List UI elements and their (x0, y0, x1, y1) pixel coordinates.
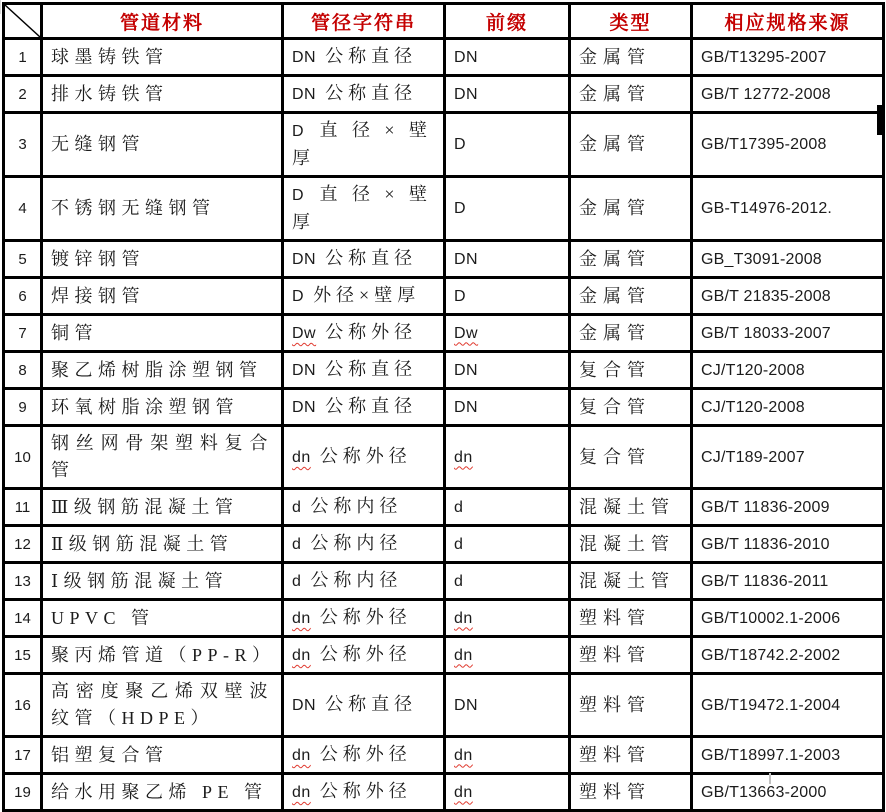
material-cell: UPVC 管 (42, 600, 283, 637)
diameter-string-cell (283, 674, 445, 737)
diameter-desc-text: 公称外径 (319, 744, 412, 764)
header-prefix: 前缀 (445, 4, 570, 39)
diameter-desc-text: 公称外径 (325, 322, 418, 342)
header-row (4, 4, 884, 39)
diameter-prefix-text: dn (292, 610, 311, 627)
diameter-desc-text: 公称内径 (310, 533, 403, 553)
row-number-cell: 12 (4, 526, 42, 563)
diameter-string-cell (283, 278, 445, 315)
prefix-text: d (454, 535, 464, 553)
diameter-desc-text: 公称直径 (325, 46, 418, 66)
diameter-prefix-text: D (292, 187, 305, 204)
diameter-string-cell (283, 563, 445, 600)
diameter-string-cell (283, 426, 445, 489)
material-cell: 钢丝网骨架塑料复合管 (42, 426, 283, 489)
material-cell: 铜管 (42, 315, 283, 352)
row-number-cell: 14 (4, 600, 42, 637)
row-number-cell: 7 (4, 315, 42, 352)
type-cell: 混凝土管 (570, 489, 692, 526)
source-cell: CJ/T120-2008 (692, 389, 884, 426)
type-cell: 塑料管 (570, 774, 692, 811)
diameter-desc-text: 直径×壁厚 (292, 184, 435, 232)
type-cell: 塑料管 (570, 674, 692, 737)
source-cell: GB/T17395-2008 (692, 113, 884, 177)
type-cell: 金属管 (570, 278, 692, 315)
row-number-cell: 8 (4, 352, 42, 389)
page-edge-artifact (0, 0, 1, 14)
prefix-text: D (454, 136, 467, 153)
diameter-string-cell (283, 315, 445, 352)
row-number-cell: 2 (4, 76, 42, 113)
prefix-cell (445, 278, 570, 315)
diameter-desc-text: 公称外径 (319, 644, 412, 664)
diameter-string-cell (283, 177, 445, 241)
material-cell: Ⅲ级钢筋混凝土管 (42, 489, 283, 526)
diameter-desc-text: 公称直径 (325, 359, 418, 379)
prefix-text: DN (454, 696, 479, 714)
type-cell: 复合管 (570, 426, 692, 489)
diameter-desc-text: 公称内径 (310, 570, 403, 590)
row-number-cell: 17 (4, 737, 42, 774)
prefix-text: dn (454, 448, 473, 466)
diameter-prefix-text: D (292, 123, 305, 140)
prefix-text: dn (454, 783, 473, 801)
diameter-prefix-text: dn (292, 449, 311, 466)
diameter-prefix-text: DN (292, 697, 317, 714)
material-cell: Ⅱ级钢筋混凝土管 (42, 526, 283, 563)
diameter-prefix-text: DN (292, 362, 317, 379)
diameter-desc-text: 外径×壁厚 (313, 285, 421, 305)
diameter-desc-text: 公称直径 (325, 694, 418, 714)
prefix-text: DN (454, 250, 479, 268)
source-cell: GB/T 21835-2008 (692, 278, 884, 315)
header-corner-cell (4, 4, 42, 39)
prefix-text: d (454, 498, 464, 516)
source-cell: GB/T10002.1-2006 (692, 600, 884, 637)
material-cell: 聚乙烯树脂涂塑钢管 (42, 352, 283, 389)
row-number-cell: 3 (4, 113, 42, 177)
table-row (4, 489, 884, 526)
diameter-string-cell (283, 489, 445, 526)
prefix-cell (445, 600, 570, 637)
prefix-cell (445, 526, 570, 563)
prefix-cell (445, 489, 570, 526)
prefix-cell (445, 737, 570, 774)
row-number-cell: 19 (4, 774, 42, 811)
diameter-prefix-text: dn (292, 784, 311, 801)
table-row (4, 737, 884, 774)
prefix-text: DN (454, 48, 479, 66)
type-cell: 混凝土管 (570, 563, 692, 600)
prefix-cell (445, 39, 570, 76)
table-row (4, 563, 884, 600)
row-number-cell: 16 (4, 674, 42, 737)
source-cell: GB/T13663-2000 (692, 774, 884, 811)
material-cell: 球墨铸铁管 (42, 39, 283, 76)
diameter-string-cell (283, 737, 445, 774)
prefix-cell (445, 426, 570, 489)
row-number-cell: 15 (4, 637, 42, 674)
table-row (4, 177, 884, 241)
source-cell: GB/T 11836-2011 (692, 563, 884, 600)
prefix-text: D (454, 287, 467, 305)
source-cell: GB/T13295-2007 (692, 39, 884, 76)
table-row (4, 315, 884, 352)
type-cell: 塑料管 (570, 600, 692, 637)
type-cell: 金属管 (570, 177, 692, 241)
diameter-string-cell (283, 526, 445, 563)
header-diameter-string: 管径字符串 (283, 4, 445, 39)
row-number-cell: 13 (4, 563, 42, 600)
diameter-string-cell (283, 774, 445, 811)
material-cell: 环氧树脂涂塑钢管 (42, 389, 283, 426)
prefix-cell (445, 637, 570, 674)
source-cell: GB_T3091-2008 (692, 241, 884, 278)
diameter-prefix-text: d (292, 573, 302, 590)
prefix-cell (445, 774, 570, 811)
prefix-cell (445, 352, 570, 389)
prefix-cell (445, 389, 570, 426)
prefix-cell (445, 76, 570, 113)
material-cell: Ⅰ级钢筋混凝土管 (42, 563, 283, 600)
source-cell: CJ/T189-2007 (692, 426, 884, 489)
table-row (4, 674, 884, 737)
prefix-text: DN (454, 361, 479, 379)
type-cell: 金属管 (570, 241, 692, 278)
prefix-cell (445, 563, 570, 600)
diameter-desc-text: 公称内径 (310, 496, 403, 516)
row-number-cell: 1 (4, 39, 42, 76)
table-row (4, 774, 884, 811)
table-row (4, 600, 884, 637)
table-row (4, 352, 884, 389)
diameter-prefix-text: dn (292, 647, 311, 664)
diameter-prefix-text: d (292, 499, 302, 516)
material-cell: 聚丙烯管道（PP-R） (42, 637, 283, 674)
diameter-string-cell (283, 600, 445, 637)
material-cell: 镀锌钢管 (42, 241, 283, 278)
material-cell: 高密度聚乙烯双壁波纹管（HDPE） (42, 674, 283, 737)
material-cell: 无缝钢管 (42, 113, 283, 177)
header-type: 类型 (570, 4, 692, 39)
diameter-string-cell (283, 241, 445, 278)
source-cell: CJ/T120-2008 (692, 352, 884, 389)
diameter-string-cell (283, 113, 445, 177)
diagonal-divider-line (5, 5, 40, 37)
diameter-string-cell (283, 39, 445, 76)
table-row (4, 389, 884, 426)
prefix-text: dn (454, 746, 473, 764)
source-cell: GB/T18742.2-2002 (692, 637, 884, 674)
prefix-text: DN (454, 398, 479, 416)
source-cell: GB/T 11836-2010 (692, 526, 884, 563)
type-cell: 金属管 (570, 315, 692, 352)
table-row (4, 278, 884, 315)
prefix-text: DN (454, 85, 479, 103)
row-number-cell: 4 (4, 177, 42, 241)
type-cell: 塑料管 (570, 737, 692, 774)
diameter-prefix-text: D (292, 288, 305, 305)
diameter-string-cell (283, 389, 445, 426)
diameter-string-cell (283, 637, 445, 674)
type-cell: 金属管 (570, 76, 692, 113)
table-row (4, 113, 884, 177)
diameter-desc-text: 公称外径 (319, 607, 412, 627)
source-cell: GB/T 11836-2009 (692, 489, 884, 526)
prefix-cell (445, 177, 570, 241)
header-spec-source: 相应规格来源 (692, 4, 884, 39)
pipe-materials-table (2, 2, 885, 812)
material-cell: 铝塑复合管 (42, 737, 283, 774)
diameter-prefix-text: DN (292, 49, 317, 66)
row-number-cell: 5 (4, 241, 42, 278)
diameter-desc-text: 公称外径 (319, 446, 412, 466)
source-cell: GB/T 12772-2008 (692, 76, 884, 113)
diameter-prefix-text: DN (292, 399, 317, 416)
material-cell: 不锈钢无缝钢管 (42, 177, 283, 241)
table-row (4, 76, 884, 113)
source-cell: GB/T19472.1-2004 (692, 674, 884, 737)
prefix-text: D (454, 200, 467, 217)
table-row (4, 426, 884, 489)
diameter-prefix-text: Dw (292, 325, 317, 342)
row-number-cell: 11 (4, 489, 42, 526)
prefix-cell (445, 674, 570, 737)
table-row (4, 526, 884, 563)
material-cell: 给水用聚乙烯 PE 管 (42, 774, 283, 811)
type-cell: 混凝土管 (570, 526, 692, 563)
diameter-prefix-text: DN (292, 86, 317, 103)
type-cell: 复合管 (570, 389, 692, 426)
type-cell: 金属管 (570, 113, 692, 177)
diameter-desc-text: 公称直径 (325, 83, 418, 103)
type-cell: 金属管 (570, 39, 692, 76)
row-number-cell: 9 (4, 389, 42, 426)
table-row (4, 39, 884, 76)
material-cell: 排水铸铁管 (42, 76, 283, 113)
prefix-text: dn (454, 646, 473, 664)
table-row (4, 637, 884, 674)
diameter-desc-text: 公称直径 (325, 248, 418, 268)
prefix-cell (445, 315, 570, 352)
diameter-prefix-text: dn (292, 747, 311, 764)
source-cell: GB-T14976-2012. (692, 177, 884, 241)
row-number-cell: 10 (4, 426, 42, 489)
type-cell: 塑料管 (570, 637, 692, 674)
material-cell: 焊接钢管 (42, 278, 283, 315)
diameter-prefix-text: DN (292, 251, 317, 268)
diameter-desc-text: 公称直径 (325, 396, 418, 416)
prefix-text: d (454, 572, 464, 590)
diameter-desc-text: 直径×壁厚 (292, 120, 435, 168)
prefix-cell (445, 241, 570, 278)
type-cell: 复合管 (570, 352, 692, 389)
prefix-cell (445, 113, 570, 177)
prefix-text: Dw (454, 324, 479, 342)
diameter-string-cell (283, 352, 445, 389)
source-cell: GB/T18997.1-2003 (692, 737, 884, 774)
table-edge-handle-artifact (877, 105, 884, 135)
diameter-string-cell (283, 76, 445, 113)
row-number-cell: 6 (4, 278, 42, 315)
diameter-prefix-text: d (292, 536, 302, 553)
cursor-artifact (769, 773, 771, 784)
source-cell: GB/T 18033-2007 (692, 315, 884, 352)
diameter-desc-text: 公称外径 (319, 781, 412, 801)
table-row (4, 241, 884, 278)
header-material: 管道材料 (42, 4, 283, 39)
prefix-text: dn (454, 609, 473, 627)
